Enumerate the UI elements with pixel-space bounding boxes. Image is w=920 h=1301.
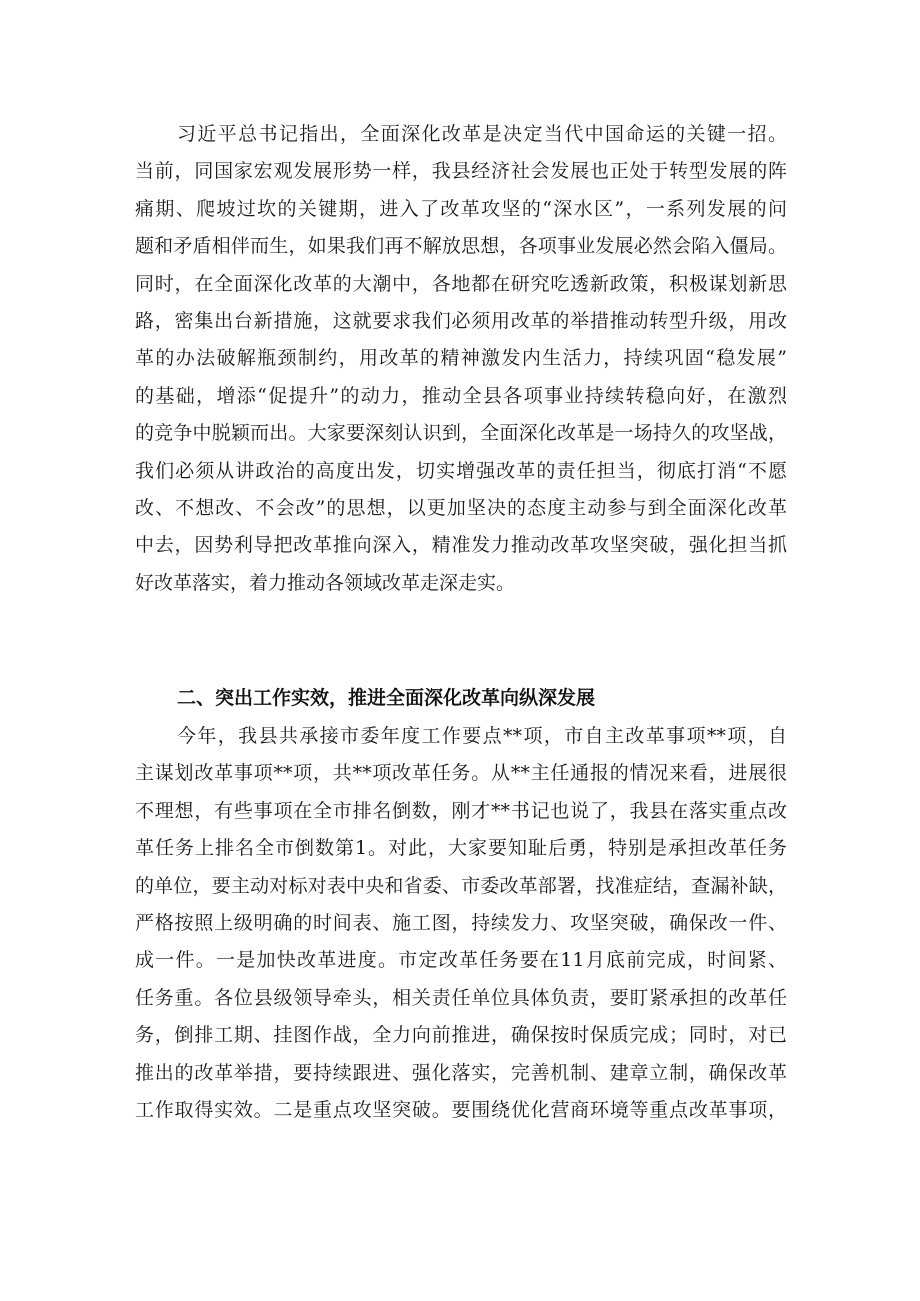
text-line: 任务重。各位县级领导牵头，相关责任单位具体负责，要盯紧承担的改革任	[135, 986, 787, 1009]
text-line: 我们必须从讲政治的高度出发，切实增强改革的责任担当，彻底打消“不愿	[135, 459, 787, 482]
text-line: 严格按照上级明确的时间表、施工图，持续发力、攻坚突破，确保改一件、	[135, 911, 787, 934]
text-line: 题和矛盾相伴而生，如果我们再不解放思想，各项事业发展必然会陷入僵局。	[135, 235, 787, 258]
text-line: 的单位，要主动对标对表中央和省委、市委改革部署，找准症结，查漏补缺，	[135, 874, 787, 897]
text-line: 革的办法破解瓶颈制约，用改革的精神激发内生活力，持续巩固“稳发展”	[135, 347, 787, 370]
text-line: 主谋划改革事项**项，共**项改革任务。从**主任通报的情况来看，进展很	[135, 762, 787, 785]
text-line: 痛期、爬坡过坎的关键期，进入了改革攻坚的“深水区”，一系列发展的问	[135, 197, 787, 220]
text-line: 同时，在全面深化改革的大潮中，各地都在研究吃透新政策，积极谋划新思	[135, 272, 787, 295]
text-line: 今年，我县共承接市委年度工作要点**项，市自主改革事项**项，自	[177, 725, 787, 747]
text-line: 推出的改革举措，要持续跟进、强化落实，完善机制、建章立制，确保改革	[135, 1061, 787, 1084]
text-line: 当前，同国家宏观发展形势一样，我县经济社会发展也正处于转型发展的阵	[135, 160, 787, 183]
text-line: 习近平总书记指出，全面深化改革是决定当代中国命运的关键一招。	[177, 123, 787, 145]
text-line: 工作取得实效。二是重点攻坚突破。要围绕优化营商环境等重点改革事项，	[135, 1098, 787, 1121]
text-line: 改、不想改、不会改”的思想，以更加坚决的态度主动参与到全面深化改革	[135, 496, 787, 519]
text-line: 好改革落实，着力推动各领域改革走深走实。	[135, 571, 516, 594]
text-line: 成一件。一是加快改革进度。市定改革任务要在11月底前完成，时间紧、	[135, 949, 787, 972]
paragraph-reform-significance	[135, 116, 787, 602]
text-line: 路，密集出台新措施，这就要求我们必须用改革的举措推动转型升级，用改	[135, 309, 787, 332]
text-line: 革任务上排名全市倒数第1。对此，大家要知耻后勇，特别是承担改革任务	[135, 837, 787, 860]
text-line: 不理想，有些事项在全市排名倒数，刚才**书记也说了，我县在落实重点改	[135, 799, 787, 822]
text-line: 的竞争中脱颖而出。大家要深刻认识到，全面深化改革是一场持久的攻坚战，	[135, 422, 787, 445]
text-line: 的基础，增添“促提升”的动力，推动全县各项事业持续转稳向好，在激烈	[135, 384, 787, 407]
section-heading: 二、突出工作实效，推进全面深化改革向纵深发展	[177, 687, 596, 709]
text-line: 务，倒排工期、挂图作战，全力向前推进，确保按时保质完成；同时，对已	[135, 1024, 787, 1047]
text-line: 中去，因势利导把改革推向深入，精准发力推动改革攻坚突破，强化担当抓	[135, 534, 787, 557]
paragraph-work-results	[135, 718, 787, 1129]
